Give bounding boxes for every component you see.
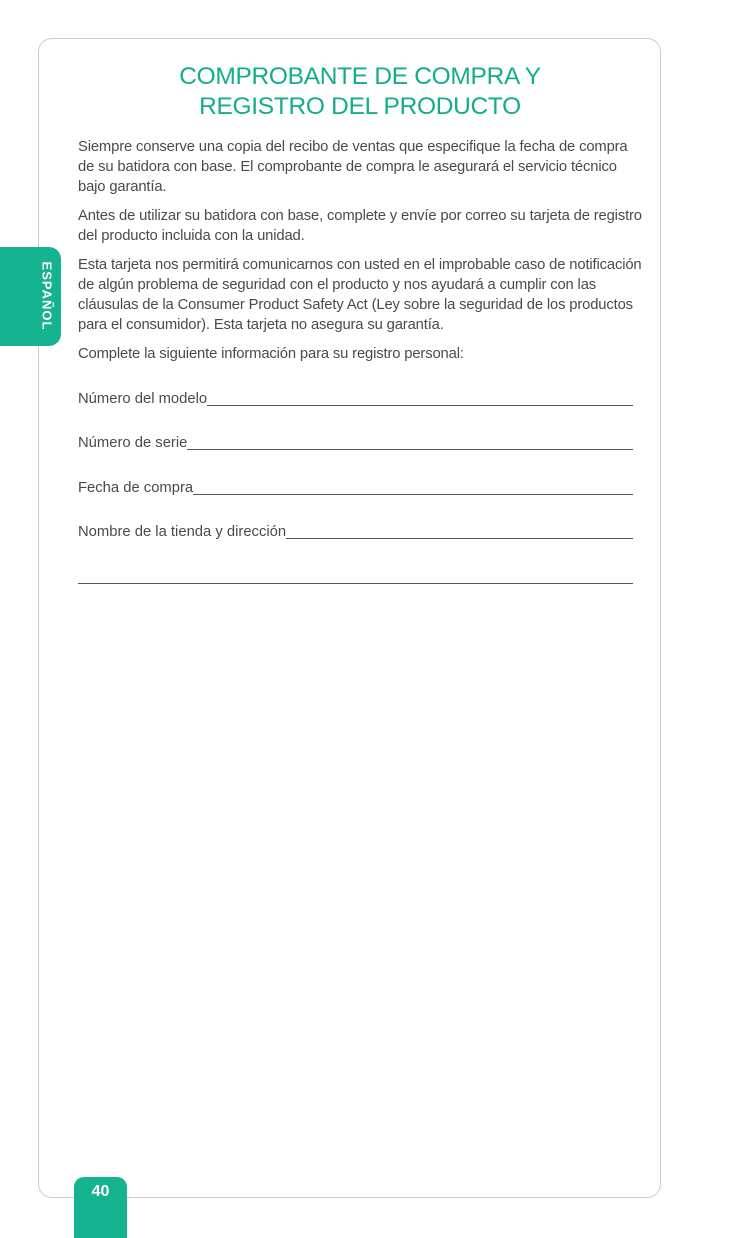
paragraph-safety-notice: Esta tarjeta nos permitirá comunicarnos con usted en el improbable caso de notificación de algún problema de seguridad con el producto y nos ayudará a cumplir con las cláusulas de la Consumer Product Safety Act (Ley sobre la seguridad de los productos para el consumidor). Esta tarjeta no asegura su garantía.: [78, 257, 642, 333]
model-number-line: [207, 404, 633, 406]
model-number-field: [78, 390, 633, 408]
serial-number-field: [78, 434, 633, 452]
page-title: [78, 62, 642, 122]
store-name-address-field: [78, 523, 633, 541]
body-text: [78, 137, 646, 373]
page-number: 40: [91, 1183, 110, 1200]
language-tab-label: ESPAÑOL: [39, 261, 55, 331]
paragraph-registration-card: Antes de utilizar su batidora con base, complete y envíe por correo su tarjeta de registro del producto incluida con la unidad.: [78, 208, 642, 244]
store-name-address-line: [286, 537, 633, 539]
paragraph-receipt: Siempre conserve una copia del recibo de ventas que especifique la fecha de compra de su batidora con base. El comprobante de compra le asegurará el servicio técnico bajo garantía.: [78, 139, 628, 195]
paragraph-instructions: Complete la siguiente información para su registro personal:: [78, 346, 464, 362]
store-name-address-label: Nombre de la tienda y dirección: [78, 524, 287, 540]
page-title-line-2: REGISTRO DEL PRODUCTO: [199, 93, 521, 120]
page-title-line-1: COMPROBANTE DE COMPRA Y: [179, 63, 541, 90]
purchase-date-line: [193, 493, 633, 495]
model-number-label: Número del modelo: [78, 391, 208, 407]
store-address-continuation-line: [78, 583, 633, 584]
serial-number-label: Número de serie: [78, 435, 188, 451]
purchase-date-label: Fecha de compra: [78, 480, 194, 496]
purchase-date-field: [78, 479, 633, 497]
serial-number-line: [187, 448, 633, 450]
